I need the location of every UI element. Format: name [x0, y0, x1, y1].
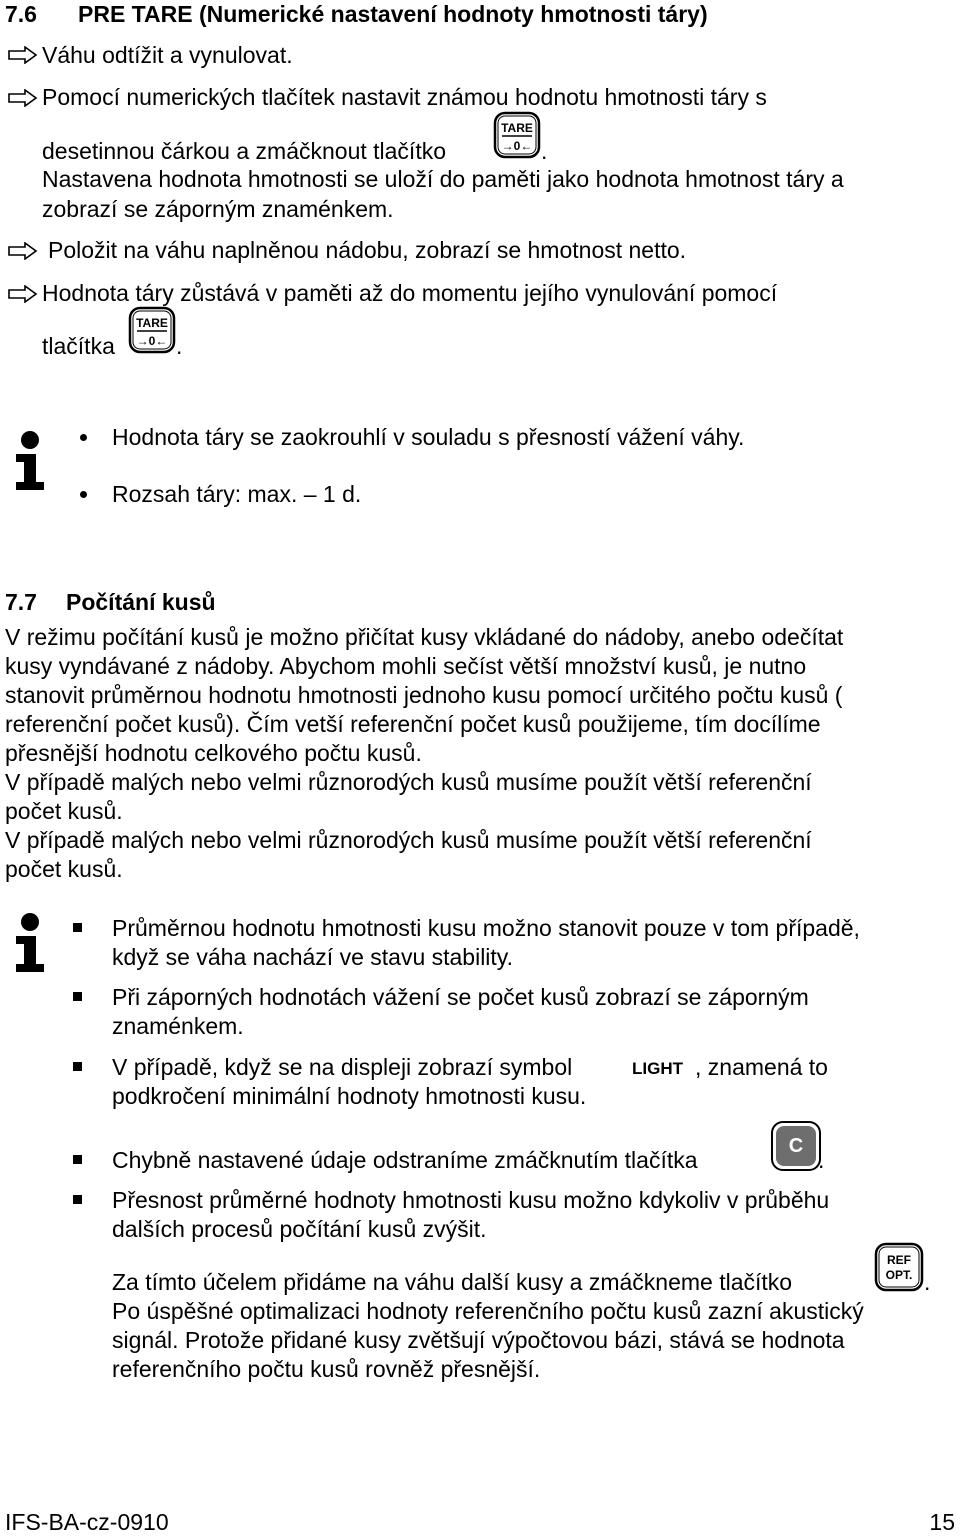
paragraph-line: počet kusů.	[5, 856, 123, 882]
key-label: C	[788, 1135, 804, 1157]
step-text: .	[541, 138, 548, 164]
paragraph-line: počet kusů.	[5, 798, 123, 824]
step-text: desetinnou čárkou a zmáčknout tlačítko	[42, 138, 447, 164]
step-text: .	[176, 333, 183, 359]
bullet-icon	[73, 1155, 82, 1164]
paragraph-line: referenční počet kusů). Čím vetší referenční počet kusů použijeme, tím docílíme	[5, 711, 821, 737]
section-number: 7.6	[5, 1, 37, 27]
section-title: PRE TARE (Numerické nastavení hodnoty hmotnosti táry)	[78, 1, 708, 27]
bullet-icon	[73, 1062, 82, 1071]
bullet-icon	[80, 491, 87, 498]
note-text: Průměrnou hodnotu hmotnosti kusu možno stanovit pouze v tom případě,	[112, 915, 860, 941]
key-label: →0←	[136, 334, 168, 348]
bullet-icon	[80, 434, 87, 441]
paragraph-line: V případě malých nebo velmi různorodých kusů musíme použít větší referenční	[5, 769, 812, 795]
note-text: referenčního počtu kusů rovněž přesnější.	[112, 1356, 541, 1382]
key-label: TARE	[501, 121, 533, 135]
note-text: když se váha nachází ve stavu stability.	[112, 944, 513, 970]
paragraph-line: stanovit průměrnou hodnotu hmotnosti jednoho kusu pomocí určitého počtu kusů (	[5, 682, 843, 708]
step-text: Položit na váhu naplněnou nádobu, zobrazí se hmotnost netto.	[48, 237, 687, 263]
bullet-icon	[73, 1195, 82, 1204]
paragraph-line: kusy vyndávané z nádoby. Abychom mohli sečíst větší množství kusů, je nutno	[5, 653, 807, 679]
info-icon	[12, 912, 48, 972]
arrow-right-icon	[8, 285, 38, 303]
note-text: Rozsah táry: max. – 1 d.	[112, 481, 362, 507]
tare-key-icon	[493, 111, 541, 161]
note-text: Při záporných hodnotách vážení se počet kusů zobrazí se záporným	[112, 984, 809, 1010]
arrow-right-icon	[8, 89, 38, 107]
arrow-right-icon	[8, 46, 38, 64]
light-symbol: LIGHT	[632, 1059, 683, 1078]
c-key-icon	[770, 1120, 825, 1173]
note-text: Po úspěšné optimalizaci hodnoty referenčního počtu kusů zazní akustický	[112, 1298, 864, 1324]
step-text: Pomocí numerických tlačítek nastavit známou hodnotu hmotnosti táry s	[42, 84, 767, 110]
note-text: .	[818, 1147, 825, 1173]
footer-page-number: 15	[929, 1509, 955, 1535]
bullet-icon	[73, 923, 82, 932]
ref-opt-key-icon	[874, 1242, 924, 1292]
note-text: Přesnost průměrné hodnoty hmotnosti kusu možno kdykoliv v průběhu	[112, 1187, 830, 1213]
note-text: .	[924, 1269, 931, 1295]
note-text: dalších procesů počítání kusů zvýšit.	[112, 1216, 487, 1242]
key-label: OPT.	[885, 1268, 913, 1282]
arrow-right-icon	[8, 242, 38, 260]
step-text: tlačítka	[42, 333, 115, 359]
bullet-icon	[73, 992, 82, 1001]
info-icon	[12, 430, 48, 490]
section-number: 7.7	[5, 589, 37, 615]
note-text: , znamená to	[695, 1054, 828, 1080]
note-text: Hodnota táry se zaokrouhlí v souladu s přesností vážení váhy.	[112, 424, 745, 450]
key-label: TARE	[136, 316, 168, 330]
note-text: podkročení minimální hodnoty hmotnosti kusu.	[112, 1083, 587, 1109]
note-text: Chybně nastavené údaje odstraníme zmáčknutím tlačítka	[112, 1147, 698, 1173]
paragraph-line: V režimu počítání kusů je možno přičítat kusy vkládané do nádoby, anebo odečítat	[5, 624, 844, 650]
step-text: Váhu odtížit a vynulovat.	[42, 42, 293, 68]
note-text: V případě, když se na displeji zobrazí symbol	[112, 1054, 573, 1080]
footer-doc-id: IFS-BA-cz-0910	[5, 1509, 169, 1535]
tare-key-icon	[128, 306, 176, 356]
step-text: Nastavena hodnota hmotnosti se uloží do paměti jako hodnota hmotnost táry a	[42, 166, 844, 192]
note-text: Za tímto účelem přidáme na váhu další kusy a zmáčkneme tlačítko	[112, 1269, 793, 1295]
step-text: Hodnota táry zůstává v paměti až do momentu jejího vynulování pomocí	[42, 280, 778, 306]
key-label: REF	[887, 1253, 911, 1267]
paragraph-line: přesnější hodnotu celkového počtu kusů.	[5, 740, 422, 766]
paragraph-line: V případě malých nebo velmi různorodých kusů musíme použít větší referenční	[5, 827, 812, 853]
section-title: Počítání kusů	[66, 589, 216, 615]
step-text: zobrazí se záporným znaménkem.	[42, 196, 394, 222]
note-text: signál. Protože přidané kusy zvětšují výpočtovou bázi, stává se hodnota	[112, 1327, 845, 1353]
key-label: →0←	[501, 139, 533, 153]
note-text: znaménkem.	[112, 1013, 244, 1039]
